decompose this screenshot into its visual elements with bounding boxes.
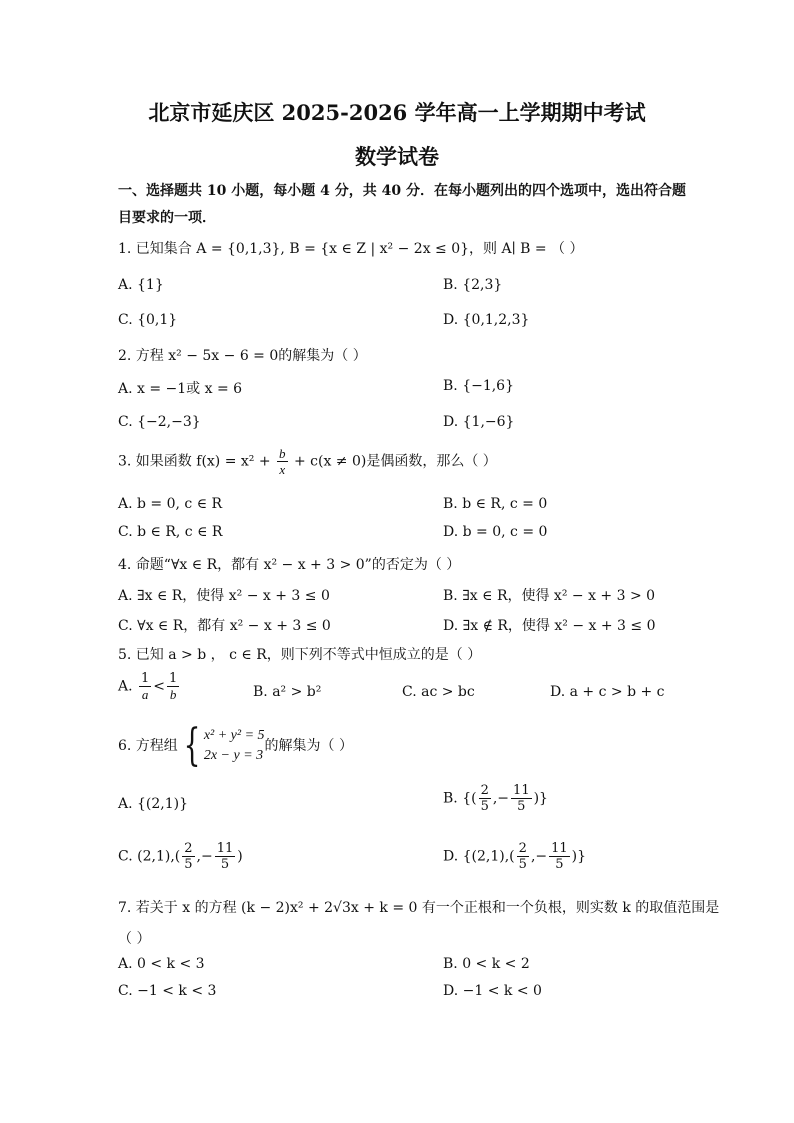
q6d-frac-2 <box>549 842 570 871</box>
q7-option-a[interactable]: A. 0 < k < 3 <box>118 956 205 972</box>
q1-option-d[interactable]: D. {0,1,2,3} <box>443 312 530 328</box>
question-7-stem-line2: （ ） <box>118 931 151 947</box>
q7-option-d[interactable]: D. −1 < k < 0 <box>443 983 542 999</box>
q2-option-d[interactable]: D. {1,−6} <box>443 414 515 430</box>
q5-frac-2 <box>167 672 179 701</box>
q6c-frac-2-den: 5 <box>220 857 230 872</box>
q3-option-b[interactable]: B. b ∈ R, c = 0 <box>443 496 548 512</box>
q6d-frac-2-den: 5 <box>555 857 564 872</box>
section-header-line1: 一、选择题共 10 小题，每小题 4 分，共 40 分．在每小题列出的四个选项中，选出符合题 <box>118 183 686 199</box>
q4-option-b[interactable]: B. ∃x ∈ R，使得 x² − x + 3 > 0 <box>443 588 656 604</box>
q6-option-d-right: )} <box>571 848 587 865</box>
question-4-stem: 4. 命题“∀x ∈ R，都有 x² − x + 3 > 0”的否定为（ ） <box>118 557 461 573</box>
q5-less-than: < <box>153 678 166 695</box>
q6-option-c-left: (2,1),( <box>137 848 181 865</box>
question-5-stem: 5. 已知 a > b ， c ∈ R，则下列不等式中恒成立的是（ ） <box>118 647 482 663</box>
q6-option-b-mid: ,− <box>492 790 510 807</box>
q5-frac-1-num: 1 <box>141 671 150 686</box>
question-2-stem: 2. 方程 x² − 5x − 6 = 0的解集为（ ） <box>118 348 367 364</box>
q5-frac-2-num: 1 <box>169 671 178 686</box>
q4-option-c[interactable]: C. ∀x ∈ R，都有 x² − x + 3 ≤ 0 <box>118 618 331 634</box>
question-3-stem <box>118 447 497 476</box>
q3-option-a[interactable]: A. b = 0, c ∈ R <box>118 496 223 512</box>
q6-option-d-left: {(2,1),( <box>462 848 515 865</box>
q5-option-a-label: A. <box>118 678 133 695</box>
q3-stem-post: + c(x ≠ 0)是偶函数，那么（ ） <box>289 453 497 470</box>
q6-equation-system <box>178 720 265 771</box>
q5-option-a[interactable] <box>118 672 181 701</box>
q6c-frac-1-den: 5 <box>184 857 193 872</box>
q5-option-d[interactable]: D. a + c > b + c <box>550 684 665 700</box>
q6-option-d-label: D. <box>443 848 459 865</box>
q2-option-c[interactable]: C. {−2,−3} <box>118 414 201 430</box>
q7-option-b[interactable]: B. 0 < k < 2 <box>443 956 530 972</box>
q6-eq-1: x² + y² = 5 <box>203 727 265 743</box>
q3-fraction <box>277 447 288 476</box>
q6-option-c-mid: ,− <box>196 848 213 865</box>
q6-option-c-label: C. <box>118 848 133 865</box>
q3-option-d[interactable]: D. b = 0, c = 0 <box>443 524 548 540</box>
q6c-frac-2-num: 11 <box>216 841 234 856</box>
exam-subtitle: 数学试卷 <box>355 144 439 169</box>
left-brace-icon: { <box>183 720 201 771</box>
q1-option-b[interactable]: B. {2,3} <box>443 277 503 293</box>
q5-frac-2-den: b <box>169 687 177 702</box>
q6d-frac-2-num: 11 <box>551 841 568 856</box>
q3-frac-den: x <box>279 462 286 477</box>
q6c-frac-1-num: 2 <box>184 841 193 856</box>
q3-frac-num: b <box>279 446 286 461</box>
q6-option-b-label: B. <box>443 790 458 807</box>
q6-stem-post: 的解集为（ ） <box>264 738 353 754</box>
q6b-frac-2 <box>511 784 532 813</box>
q6b-frac-1 <box>479 784 491 813</box>
question-1-stem: 1. 已知集合 A = {0,1,3}, B = {x ∈ Z | x² − 2x ≤ 0}，则 A∣ B = （ ） <box>118 241 584 257</box>
q7-option-c[interactable]: C. −1 < k < 3 <box>118 983 217 999</box>
question-7-stem: 7. 若关于 x 的方程 (k − 2)x² + 2√3x + k = 0 有一个正根和一个负根，则实数 k 的取值范围是 <box>118 900 720 916</box>
q6-option-b[interactable] <box>443 784 548 813</box>
question-6-stem <box>118 720 353 771</box>
q6-option-a[interactable]: A. {(2,1)} <box>118 796 189 812</box>
q4-option-a[interactable]: A. ∃x ∈ R，使得 x² − x + 3 ≤ 0 <box>118 588 330 604</box>
q6b-frac-2-den: 5 <box>517 799 526 814</box>
q3-option-c[interactable]: C. b ∈ R, c ∈ R <box>118 524 223 540</box>
q5-frac-1 <box>139 672 151 701</box>
q1-option-a[interactable]: A. {1} <box>118 277 164 293</box>
q6-option-c-right: ) <box>237 848 243 865</box>
q6-option-d-mid: ,− <box>530 848 548 865</box>
q2-option-a[interactable]: A. x = −1或 x = 6 <box>118 381 243 397</box>
q6d-frac-1-den: 5 <box>518 857 527 872</box>
q6-option-d[interactable] <box>443 842 586 871</box>
q2-option-b[interactable]: B. {−1,6} <box>443 378 514 394</box>
section-header-line2: 目要求的一项． <box>118 210 216 226</box>
q6b-frac-1-num: 2 <box>480 783 489 798</box>
q5-frac-1-den: a <box>141 687 149 702</box>
q6-option-c[interactable] <box>118 842 243 871</box>
q6b-frac-2-num: 11 <box>513 783 530 798</box>
q6-eq-2: 2x − y = 3 <box>203 748 264 763</box>
q5-option-b[interactable]: B. a² > b² <box>253 684 322 700</box>
q6-option-b-left: {( <box>462 790 477 807</box>
exam-title: 北京市延庆区 2025-2026 学年高一上学期期中考试 <box>148 100 646 125</box>
q6c-frac-2 <box>215 842 236 871</box>
q6d-frac-1 <box>517 842 529 871</box>
q6c-frac-1 <box>182 842 194 871</box>
q6-stem-pre: 6. 方程组 <box>118 738 178 754</box>
q1-option-c[interactable]: C. {0,1} <box>118 312 178 328</box>
q6b-frac-1-den: 5 <box>480 799 489 814</box>
q3-stem-pre: 3. 如果函数 f(x) = x² + <box>118 453 276 470</box>
q6d-frac-1-num: 2 <box>518 841 527 856</box>
q5-option-c[interactable]: C. ac > bc <box>402 684 475 700</box>
q4-option-d[interactable]: D. ∃x ∉ R，使得 x² − x + 3 ≤ 0 <box>443 618 656 634</box>
q6-option-b-right: )} <box>533 790 548 807</box>
